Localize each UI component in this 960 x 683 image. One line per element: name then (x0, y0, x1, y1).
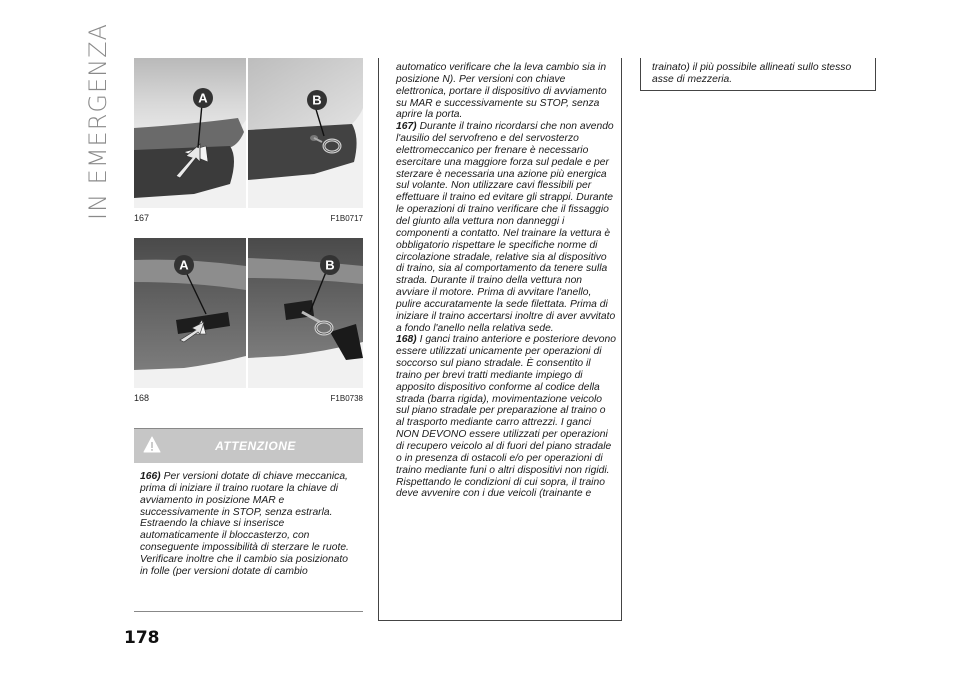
paragraph (652, 62, 871, 86)
figure-167-number: 167 (134, 213, 150, 223)
figure-168-callout-b-label: B (325, 257, 335, 273)
note-ref: 167) (396, 121, 417, 133)
figure-167-caption (134, 213, 363, 223)
page-number: 178 (124, 628, 160, 648)
figure-167-callout-a-label: A (198, 90, 208, 106)
figure-168-illustration (134, 238, 363, 388)
paragraph-text: Durante il traino ricordarsi che non avendo l'ausilio del servofreno e del servosterzo elettromeccanico per frenare è necessario esercitare una maggiore forza sul pedale e per sterzare è necessaria una azione più energica sul volante. Non utilizzare cavi flessibili per effettuare il traino ed evitare gli strappi. Durante le operazioni di traino verificare che il fissaggio del giunto alla vettura non danneggi i componenti a contatto. Nel trainare la vettura è obbligatorio rispettare le specifiche norme di circolazione stradale, relative sia al dispositivo di traino, sia al comportamento da tenere sulla strada. Durante il traino della vettura non avviare il motore. Prima di avvitare l'anello, pulire accuratamente la sede filettata. Prima di iniziare il traino accertarsi inoltre di aver avvitato a fondo l'anello nella relativa sede. (396, 121, 616, 334)
section-title: IN EMERGENZA (84, 23, 112, 220)
paragraph (396, 121, 616, 334)
warning-box (134, 428, 363, 612)
note-ref: 166) (140, 471, 161, 482)
paragraph (396, 62, 616, 121)
figure-167-code: F1B0717 (330, 213, 363, 223)
figure-168-caption (134, 393, 363, 403)
figure-168-code: F1B0738 (330, 393, 363, 403)
note-text: Per versioni dotate di chiave meccanica, prima di iniziare il traino ruotare la chiave di avviamento in posizione MAR e successivamente in STOP, senza estrarla. Estraendo la chiave si inserisce automaticamente il bloccasterzo, con conseguente impossibilità di sterzare le ruote. Verificare inoltre che il cambio sia posizionato in folle (per versioni dotate di cambio (140, 471, 349, 577)
warning-text (134, 463, 363, 578)
warning-triangle-icon (143, 436, 161, 454)
text-column-3 (640, 58, 876, 91)
warning-header (134, 429, 363, 463)
paragraph-text: I ganci traino anteriore e posteriore devono essere utilizzati unicamente per operazioni di soccorso sul piano stradale. È consentito il traino per brevi tratti mediante impiego di apposito dispositivo conforme al codice della strada (barra rigida), movimentazione veicolo sul piano stradale per preparazione al traino o al trasporto mediante carro attrezzi. I ganci NON DEVONO essere utilizzati per operazioni di recupero veicolo al di fuori del piano stradale o in presenza di ostacoli e/o per operazioni di traino mediante funi o altri dispositivi non rigidi. Rispettando le condizioni di cui sopra, il traino deve avvenire con i due veicoli (trainante e (396, 334, 616, 500)
figure-168-callout-a-label: A (179, 257, 189, 273)
note-ref: 168) (396, 334, 417, 346)
figure-167-illustration (134, 58, 363, 208)
warning-paragraph (140, 471, 357, 578)
paragraph-text: trainato) il più possibile allineati sullo stesso asse di mezzeria. (652, 62, 852, 85)
figure-168 (134, 238, 363, 403)
figure-168-number: 168 (134, 393, 150, 403)
paragraph (396, 334, 616, 500)
figure-167-callout-b-label: B (312, 92, 322, 108)
warning-title: ATTENZIONE (215, 439, 296, 453)
text-column-2 (378, 58, 622, 621)
paragraph-text: automatico verificare che la leva cambio sia in posizione N). Per versioni con chiave elettronica, portare il dispositivo di avviamento su MAR e successivamente su STOP, senza aprire la porta. (396, 62, 607, 121)
figure-167 (134, 58, 363, 223)
